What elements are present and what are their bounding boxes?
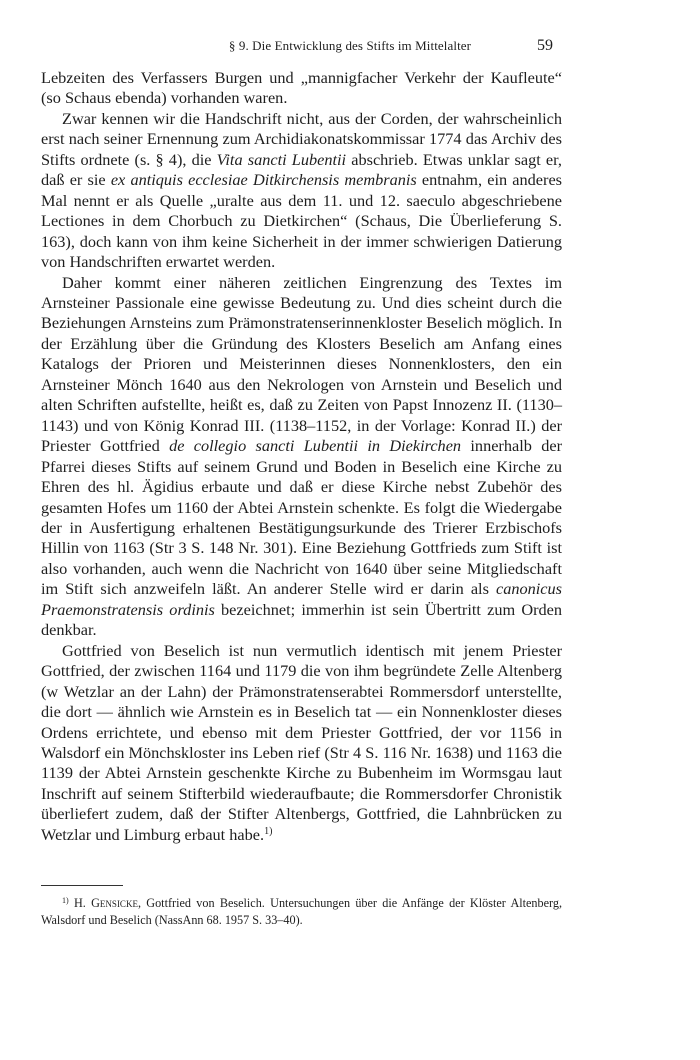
italic-phrase: ex antiquis ecclesiae Ditkirchensis membranis [110, 170, 417, 190]
footnote-reference: 1) [264, 825, 273, 837]
footnote-author: H. Gensicke [73, 896, 138, 910]
text-run: Lebzeiten des Verfassers Burgen und „mannigfacher Verkehr der Kaufleute“ (so Schaus ebenda) vorhanden waren. [41, 68, 562, 108]
body-text [41, 68, 562, 845]
footnote-marker: 1) [62, 896, 69, 905]
text-run: Daher kommt einer näheren zeitlichen Eingrenzung des Textes im Arnsteiner Passionale eine gewisse Bedeutung zu. Und dies scheint durch die Beziehungen Arnsteins zum Prämonstratenserinnenkloster Beselich möglich. In der Erzählung über die Gründung des Klosters Beselich am Anfang eines Katalogs der Prioren und Meisterinnen dieses Nonnenklosters, den ein Arnsteiner Mönch 1640 aus den Nekrologen von Arnstein und Beselich und alten Schriften aufstellte, heißt es, daß zu Zeiten von Papst Innozenz II. (1130–1143) und von König Konrad III. (1138–1152, in der Vorlage: Konrad II.) der Priester Gottfried [41, 272, 562, 456]
footnote-divider [41, 885, 123, 886]
text-run: Gottfried von Beselich ist nun vermutlich identisch mit jenem Priester Gottfried, der zwischen 1164 und 1179 die von ihm begründete Zelle Altenberg (w Wetzlar an der Lahn) der Prämonstratenserabtei Rommersdorf unterstellte, die dort — ähnlich wie Arnstein es in Beselich tat — ein Nonnenkloster dieses Ordens errichtete, und ebenso mit dem Priester Gottfried, der vor 1156 in Walsdorf ein Mönchskloster ins Leben rief (Str 4 S. 116 Nr. 1638) und 1163 die 1139 der Abtei Arnstein geschenkte Kirche zu Bubenheim im Wormsgau laut Inschrift auf seinem Stifterbild wiederaufbaute; die Rommersdorfer Chronistik überliefert zudem, daß der Stifter Altenbergs, Gottfried, die Lahnbrücken zu Wetzlar und Limburg erbaut habe. [41, 640, 562, 844]
footnote-body: , Gottfried von Beselich. Untersuchungen über die Anfänge der Klöster Altenberg, Walsdorf und Beselich (NassAnn 68. 1957 S. 33–40). [41, 896, 563, 927]
footnote-text [41, 895, 562, 929]
page-number: 59 [537, 37, 553, 54]
text-run: innerhalb der Pfarrei dieses Stifts auf seinem Grund und Boden in Beselich eine Kirche zu Ehren des hl. Ägidius erbaute und daß er diese Kirche nebst Zubehör des gesamten Hofes um 1160 der Abtei Arnstein schenkte. Es folgt die Wiedergabe der in Ausfertigung erhaltenen Bestätigungsurkunde des Trierer Erzbischofs Hillin von 1163 (Str 3 S. 148 Nr. 301). Eine Beziehung Gottfrieds zum Stift ist also vorhanden, auch wenn die Nachricht von 1640 über seine Mitgliedschaft im Stift sich anzweifeln läßt. An anderer Stelle wird er darin als [41, 436, 563, 599]
italic-phrase: canonicus Praemonstratensis ordinis [41, 579, 562, 619]
running-title: § 9. Die Entwicklung des Stifts im Mittelalter [228, 38, 472, 53]
paragraph [41, 273, 562, 641]
running-head [0, 37, 700, 57]
italic-phrase: de collegio sancti Lubentii in Diekirchen [169, 436, 462, 456]
footnote [41, 895, 562, 929]
text-run: abschrieb. Etwas unklar sagt er, daß er sie [41, 149, 563, 190]
paragraph [41, 68, 562, 109]
text-run: Zwar kennen wir die Handschrift nicht, aus der Corden, der wahrscheinlich erst nach seiner Ernennung zum Archidiakonatskommissar 1774 das Archiv des Stifts ordnete (s. § 4), die [41, 108, 562, 169]
italic-phrase: Vita sancti Lubentii [216, 149, 347, 169]
text-run: entnahm, ein anderes Mal nennt er als Quelle „uralte aus dem 11. und 12. saeculo abgeschriebene Lectiones in dem Chorbuch zu Dietkirchen“ (Schaus, Die Überlieferung S. 163), doch kann von ihm keine Sicherheit in der immer schwierigen Datierung von Handschriften erwartet werden. [41, 170, 563, 272]
text-run: bezeichnet; immerhin ist sein Übertritt zum Orden denkbar. [41, 599, 563, 640]
paragraph [41, 109, 562, 273]
paragraph [41, 641, 562, 846]
